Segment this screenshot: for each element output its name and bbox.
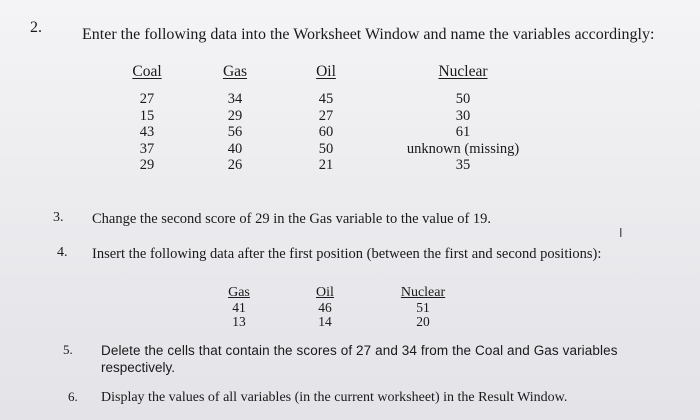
table-cell: 27 bbox=[139, 91, 155, 107]
table-cell: 29 bbox=[139, 157, 155, 173]
question-6-text: Display the values of all variables (in the current worksheet) in the Result Window. bbox=[101, 390, 568, 405]
column-header-gas: Gas bbox=[222, 63, 248, 80]
question-5-text-line2: respectively. bbox=[101, 360, 176, 375]
question-2-number: 2. bbox=[30, 19, 42, 36]
question-4-text: Insert the following data after the first position (between the first and second positions): bbox=[92, 246, 602, 262]
table-cell: 14 bbox=[318, 314, 332, 329]
text-cursor-icon: I bbox=[619, 226, 623, 240]
table-cell: 61 bbox=[455, 124, 471, 140]
table-cell: 34 bbox=[227, 91, 243, 107]
table-column-coal bbox=[124, 63, 170, 174]
table-column-nuclear bbox=[398, 63, 528, 174]
question-5-text-line1: Delete the cells that contain the scores of 27 and 34 from the Coal and Gas variables bbox=[101, 343, 618, 358]
table-cell: 45 bbox=[318, 91, 334, 107]
table-cell: 46 bbox=[318, 300, 332, 315]
insert-header-oil: Oil bbox=[316, 285, 334, 300]
table-cell: 41 bbox=[232, 300, 246, 315]
insert-header-gas: Gas bbox=[228, 285, 250, 300]
question-3-text: Change the second score of 29 in the Gas variable to the value of 19. bbox=[92, 211, 492, 227]
insert-column-nuclear bbox=[392, 283, 454, 329]
table-cell: 60 bbox=[318, 124, 334, 140]
table-cell: 35 bbox=[455, 157, 471, 173]
table-cell: unknown (missing) bbox=[406, 140, 520, 157]
table-cell: 29 bbox=[227, 107, 243, 124]
table-cell: 20 bbox=[416, 314, 430, 329]
question-5-number: 5. bbox=[63, 342, 73, 357]
column-header-nuclear: Nuclear bbox=[438, 63, 488, 80]
table-cell: 50 bbox=[455, 91, 471, 107]
table-cell: 50 bbox=[318, 140, 334, 157]
table-cell: 56 bbox=[227, 124, 243, 140]
question-6-number: 6. bbox=[68, 389, 78, 404]
table-cell: 43 bbox=[139, 124, 155, 140]
table-cell: 13 bbox=[232, 314, 246, 329]
table-cell: 15 bbox=[139, 107, 155, 124]
table-column-gas bbox=[212, 63, 258, 174]
table-cell: 27 bbox=[318, 107, 334, 124]
insert-header-nuclear: Nuclear bbox=[400, 285, 446, 300]
table-cell: 26 bbox=[227, 157, 243, 173]
column-header-oil: Oil bbox=[316, 63, 336, 80]
insert-column-oil bbox=[305, 283, 345, 329]
table-cell: 40 bbox=[227, 140, 243, 157]
column-header-coal: Coal bbox=[132, 63, 162, 80]
table-cell: 21 bbox=[318, 157, 334, 173]
question-4-number: 4. bbox=[57, 245, 68, 260]
question-3-number: 3. bbox=[53, 210, 64, 225]
table-cell: 51 bbox=[416, 300, 430, 315]
table-cell: 37 bbox=[139, 140, 155, 157]
table-cell: 30 bbox=[455, 107, 471, 124]
question-2-text: Enter the following data into the Worksheet Window and name the variables accordingly: bbox=[82, 26, 655, 43]
table-column-oil bbox=[303, 63, 349, 174]
insert-column-gas bbox=[219, 283, 259, 329]
